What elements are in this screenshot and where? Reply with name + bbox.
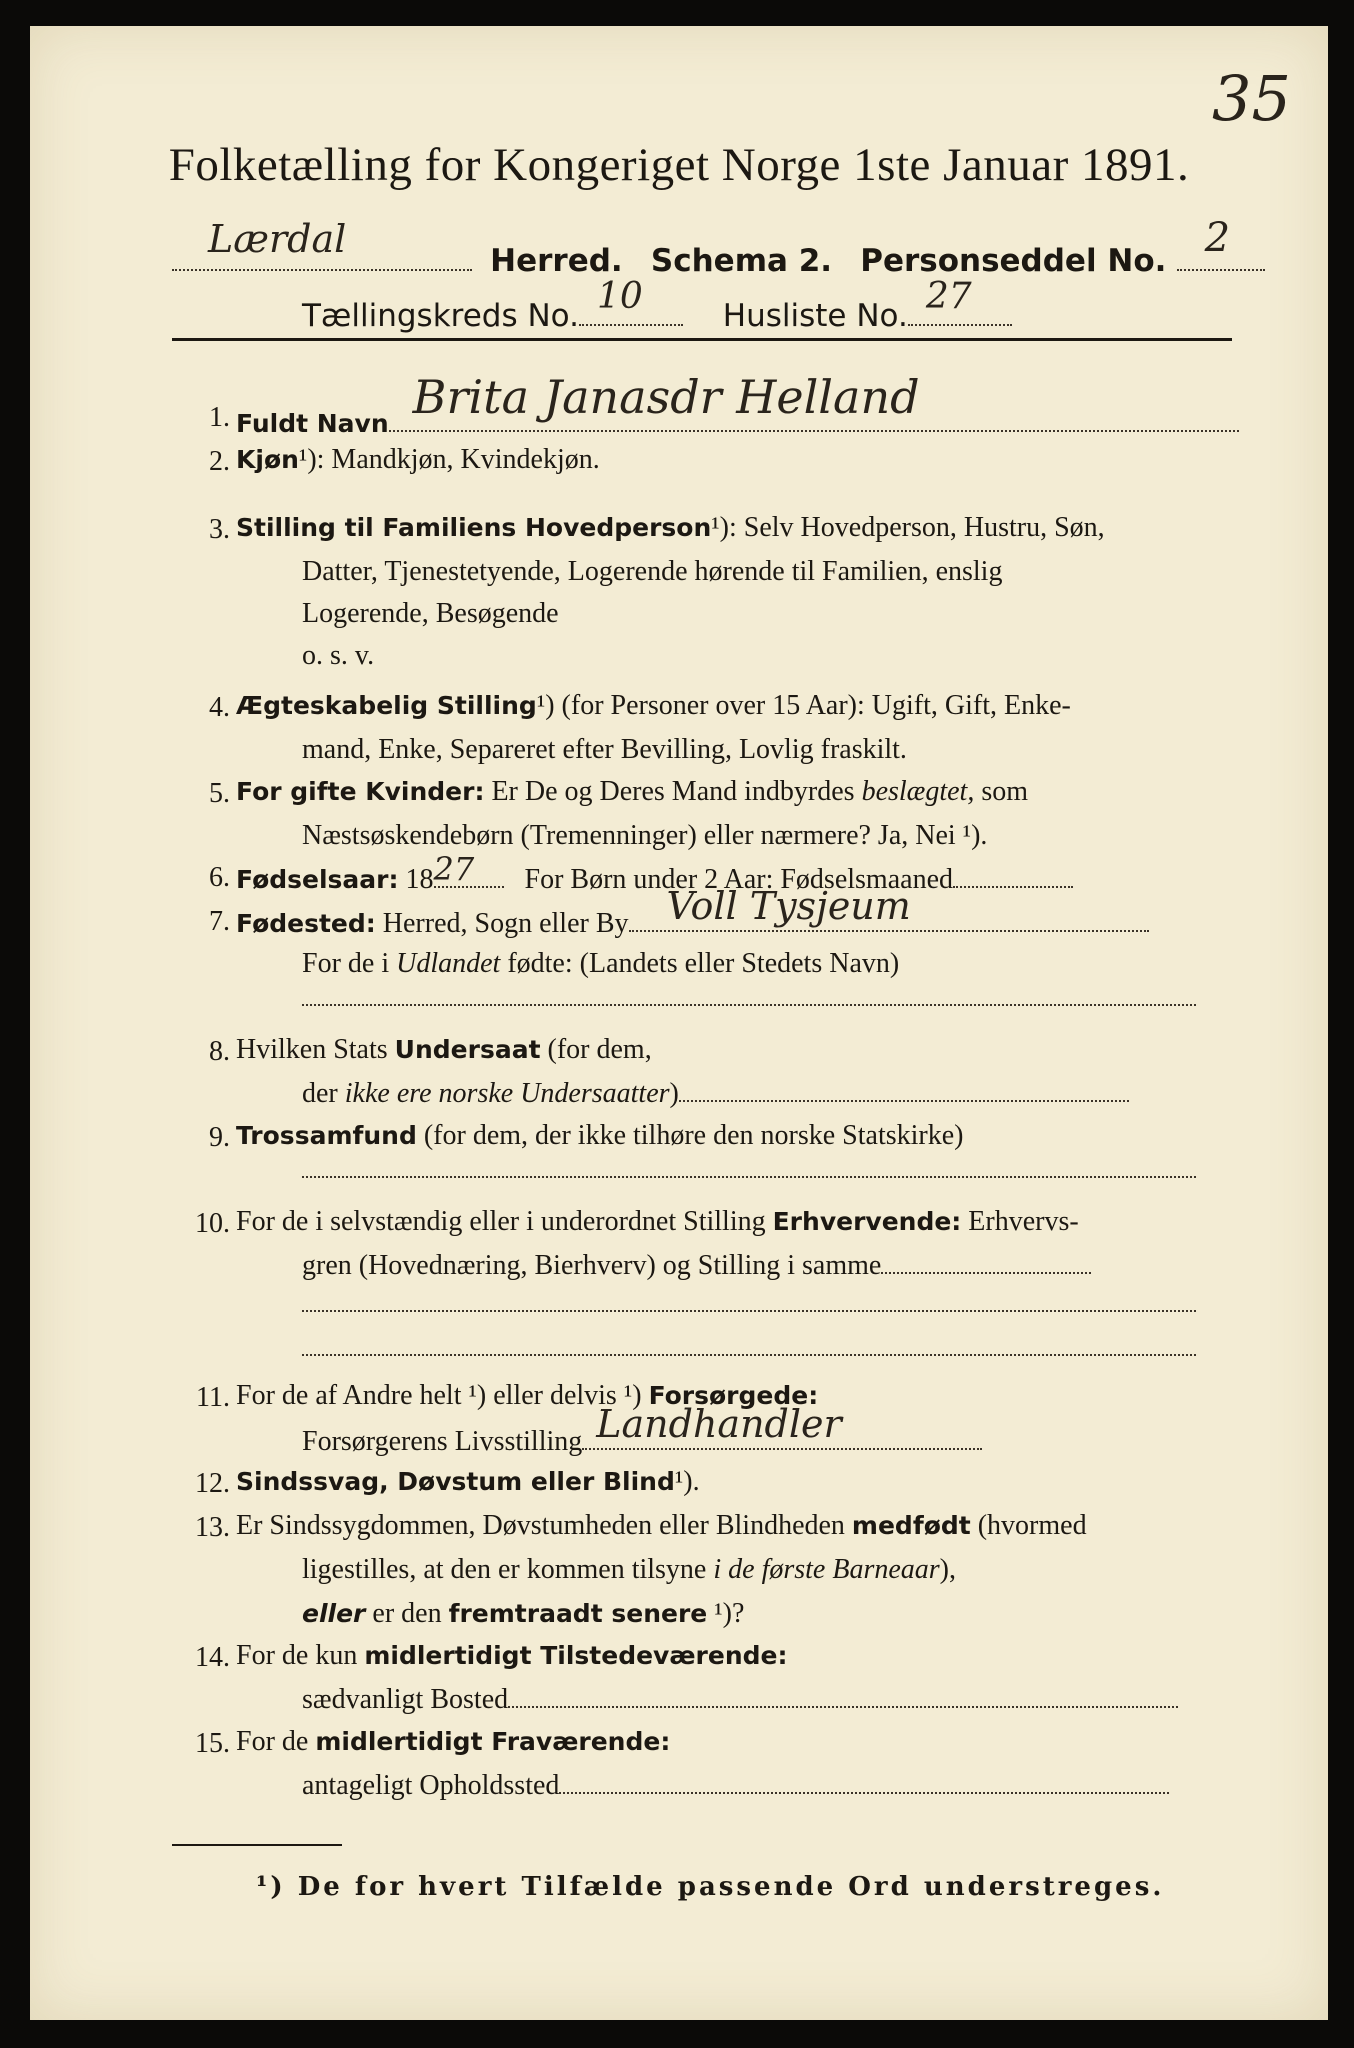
item-12-number: 12. <box>195 1468 230 1499</box>
item-5-cont1: Næstsøskendebørn (Tremenninger) eller nærmere? Ja, Nei ¹). <box>302 820 988 851</box>
item-10-line <box>236 1206 1196 1238</box>
herred-field <box>172 217 472 271</box>
item-10-blank-line-2 <box>302 1354 1196 1356</box>
item-3-line <box>236 512 1196 544</box>
item-7-cont1-italic: Udlandet <box>396 948 501 979</box>
herred-line <box>172 215 1232 279</box>
item-8-number: 8. <box>209 1036 230 1067</box>
item-6-text: For Børn under 2 Aar: Fødselsmaaned <box>524 864 953 895</box>
item-3-cont3: o. s. v. <box>302 640 375 671</box>
item-4-line <box>236 690 1196 722</box>
footnote: ¹) De for hvert Tilfælde passende Ord understreges. <box>256 1872 1165 1902</box>
birthplace-field <box>629 884 1149 932</box>
item-7-cont1-end: fødte: (Landets eller Stedets Navn) <box>507 948 900 979</box>
item-7-label: Fødested: <box>236 909 376 938</box>
item-10-blank-line-1 <box>302 1310 1196 1312</box>
item-15-cont1: antageligt Opholdssted <box>302 1770 560 1801</box>
birth-year-prefix: 18 <box>405 864 434 895</box>
item-8-cont1-italic: ikke ere norske Undersaatter <box>344 1078 670 1109</box>
item-5-text-italic: beslægtet, <box>861 776 975 807</box>
birth-year-field <box>433 850 504 888</box>
full-name-value: Brita Janasdr Helland <box>412 370 920 424</box>
herred-label: Herred. <box>490 243 623 279</box>
item-9-text: (for dem, der ikke tilhøre den norske Statskirke) <box>423 1120 964 1151</box>
item-8-line <box>236 1034 1196 1066</box>
usual-residence-field <box>508 1706 1178 1708</box>
item-13-cont2: er den <box>372 1598 442 1629</box>
header-rule <box>172 338 1232 341</box>
item-3-number: 3. <box>209 514 230 545</box>
item-2-label: Kjøn <box>236 445 299 474</box>
item-11-label: Forsørgede: <box>648 1381 819 1410</box>
item-4-text: ¹) (for Personer over 15 Aar): Ugift, Gift, Enke- <box>536 690 1071 721</box>
personseddel-field <box>1177 215 1265 271</box>
item-10-field <box>881 1272 1091 1274</box>
item-13-cont2-line <box>302 1598 1196 1630</box>
item-15-label: midlertidigt Fraværende: <box>315 1727 671 1756</box>
item-12-line <box>236 1466 1196 1498</box>
item-13-label: medfødt <box>851 1511 971 1540</box>
handwritten-page-number: 35 <box>1212 62 1291 135</box>
item-3-label: Stilling til Familiens Hovedperson <box>236 513 712 542</box>
husliste-label: Husliste No. <box>722 298 908 334</box>
item-4-number: 4. <box>209 692 230 723</box>
item-6-label: Fødselsaar: <box>236 865 399 894</box>
item-3-text: ¹): Selv Hovedperson, Hustru, Søn, <box>711 512 1105 543</box>
item-15-text: For de <box>236 1726 309 1757</box>
item-14-number: 14. <box>195 1642 230 1673</box>
husliste-value: 27 <box>925 276 972 317</box>
item-13-line <box>236 1510 1196 1542</box>
item-6-number: 6. <box>209 862 230 893</box>
item-7-number: 7. <box>209 906 230 937</box>
full-name-field <box>389 370 1239 432</box>
item-13-cont2-bold: fremtraadt senere <box>448 1599 708 1628</box>
item-13-cont2-italic: eller <box>302 1599 366 1628</box>
item-10-cont1: gren (Hovednæring, Bierhverv) og Stilling i samme <box>302 1250 882 1281</box>
item-15-cont1-line <box>302 1770 1196 1802</box>
birth-month-field <box>953 886 1073 888</box>
item-7-line <box>236 884 1196 940</box>
item-15-line <box>236 1726 1196 1758</box>
taellingskreds-value: 10 <box>596 276 643 317</box>
item-10-number: 10. <box>195 1208 230 1239</box>
item-14-cont1: sædvanligt Bosted <box>302 1684 509 1715</box>
item-7-cont1: For de i <box>302 948 390 979</box>
item-14-line <box>236 1640 1196 1672</box>
form-title: Folketælling for Kongeriget Norge 1ste Januar 1891. <box>168 139 1190 191</box>
item-8-cont1: der <box>302 1078 338 1109</box>
item-3-cont2: Logerende, Besøgende <box>302 598 559 629</box>
item-1-line <box>236 370 1196 440</box>
item-9-number: 9. <box>209 1122 230 1153</box>
item-8-text-end: (for dem, <box>547 1034 652 1065</box>
item-14-cont1-line <box>302 1684 1196 1716</box>
taellingskreds-field <box>579 276 683 326</box>
item-4-label: Ægteskabelig Stilling <box>236 691 537 720</box>
item-4-cont1: mand, Enke, Separeret efter Bevilling, Lovlig fraskilt. <box>302 734 907 765</box>
item-10-text: For de i selvstændig eller i underordnet Stilling <box>236 1206 766 1237</box>
item-8-label: Undersaat <box>394 1035 541 1064</box>
item-7-text: Herred, Sogn eller By <box>382 908 629 939</box>
herred-value: Lærdal <box>208 217 347 261</box>
item-9-line <box>236 1120 1196 1152</box>
item-7-blank-line <box>302 1004 1196 1006</box>
birthplace-value: Voll Tysjeum <box>666 884 911 928</box>
item-2-number: 2. <box>209 446 230 477</box>
item-3-cont1: Datter, Tjenestetyende, Logerende hørende til Familien, enslig <box>302 556 1003 587</box>
item-2-text: ¹): Mandkjøn, Kvindekjøn. <box>298 444 600 475</box>
item-11-number: 11. <box>196 1382 230 1413</box>
item-8-field <box>679 1100 1129 1102</box>
taellingskreds-label: Tællingskreds No. <box>302 298 579 334</box>
footnote-rule <box>172 1844 342 1846</box>
item-8-text: Hvilken Stats <box>236 1034 388 1065</box>
item-8-cont1-line: der ikke ere norske Undersaatter) <box>302 1078 1196 1110</box>
item-1-label: Fuldt Navn <box>236 409 389 438</box>
item-5-text-end: som <box>981 776 1029 807</box>
item-13-cont1-italic: i de første Barneaar <box>713 1554 940 1585</box>
item-13-cont2-end: ¹)? <box>714 1598 745 1629</box>
item-15-number: 15. <box>195 1728 230 1759</box>
item-2-line <box>236 444 1196 476</box>
taellingskreds-line <box>302 276 1142 334</box>
item-13-text: Er Sindssygdommen, Døvstumheden eller Blindheden <box>236 1510 845 1541</box>
census-form-sheet <box>30 26 1328 2020</box>
item-11-text: For de af Andre helt ¹) eller delvis ¹) <box>236 1380 642 1411</box>
item-9-blank-line <box>302 1176 1196 1178</box>
item-10-label: Erhvervende: <box>772 1207 962 1236</box>
item-13-number: 13. <box>195 1512 230 1543</box>
item-5-label: For gifte Kvinder: <box>236 777 485 806</box>
item-12-text: ¹). <box>674 1466 700 1497</box>
presumed-residence-field <box>559 1792 1169 1794</box>
item-7-cont1-line <box>302 948 1196 980</box>
schema-label: Schema 2. <box>650 243 833 279</box>
item-11-cont1: Forsørgerens Livsstilling <box>302 1426 583 1457</box>
birth-year-value: 27 <box>433 850 475 888</box>
husliste-field <box>908 276 1012 326</box>
item-9-label: Trossamfund <box>236 1121 417 1150</box>
item-10-cont1-line <box>302 1250 1196 1282</box>
provider-occupation-field <box>582 1402 982 1450</box>
item-14-label: midlertidigt Tilstedeværende: <box>364 1641 788 1670</box>
personseddel-label: Personseddel No. <box>860 243 1167 279</box>
personseddel-value: 2 <box>1204 215 1231 261</box>
item-13-cont1-line <box>302 1554 1196 1586</box>
item-1-number: 1. <box>209 402 230 433</box>
item-5-number: 5. <box>209 778 230 809</box>
item-13-cont1: ligestilles, at den er kommen tilsyne <box>302 1554 707 1585</box>
item-13-cont1-end: ), <box>939 1554 956 1585</box>
item-11-cont1-line <box>302 1402 1196 1458</box>
item-10-text-end: Erhvervs- <box>968 1206 1079 1237</box>
provider-occupation-value: Landhandler <box>596 1402 842 1446</box>
item-5-text: Er De og Deres Mand indbyrdes <box>491 776 855 807</box>
item-5-line <box>236 776 1196 808</box>
item-14-text: For de kun <box>236 1640 358 1671</box>
item-12-label: Sindssvag, Døvstum eller Blind <box>236 1467 675 1496</box>
item-13-text-end: (hvormed <box>977 1510 1087 1541</box>
